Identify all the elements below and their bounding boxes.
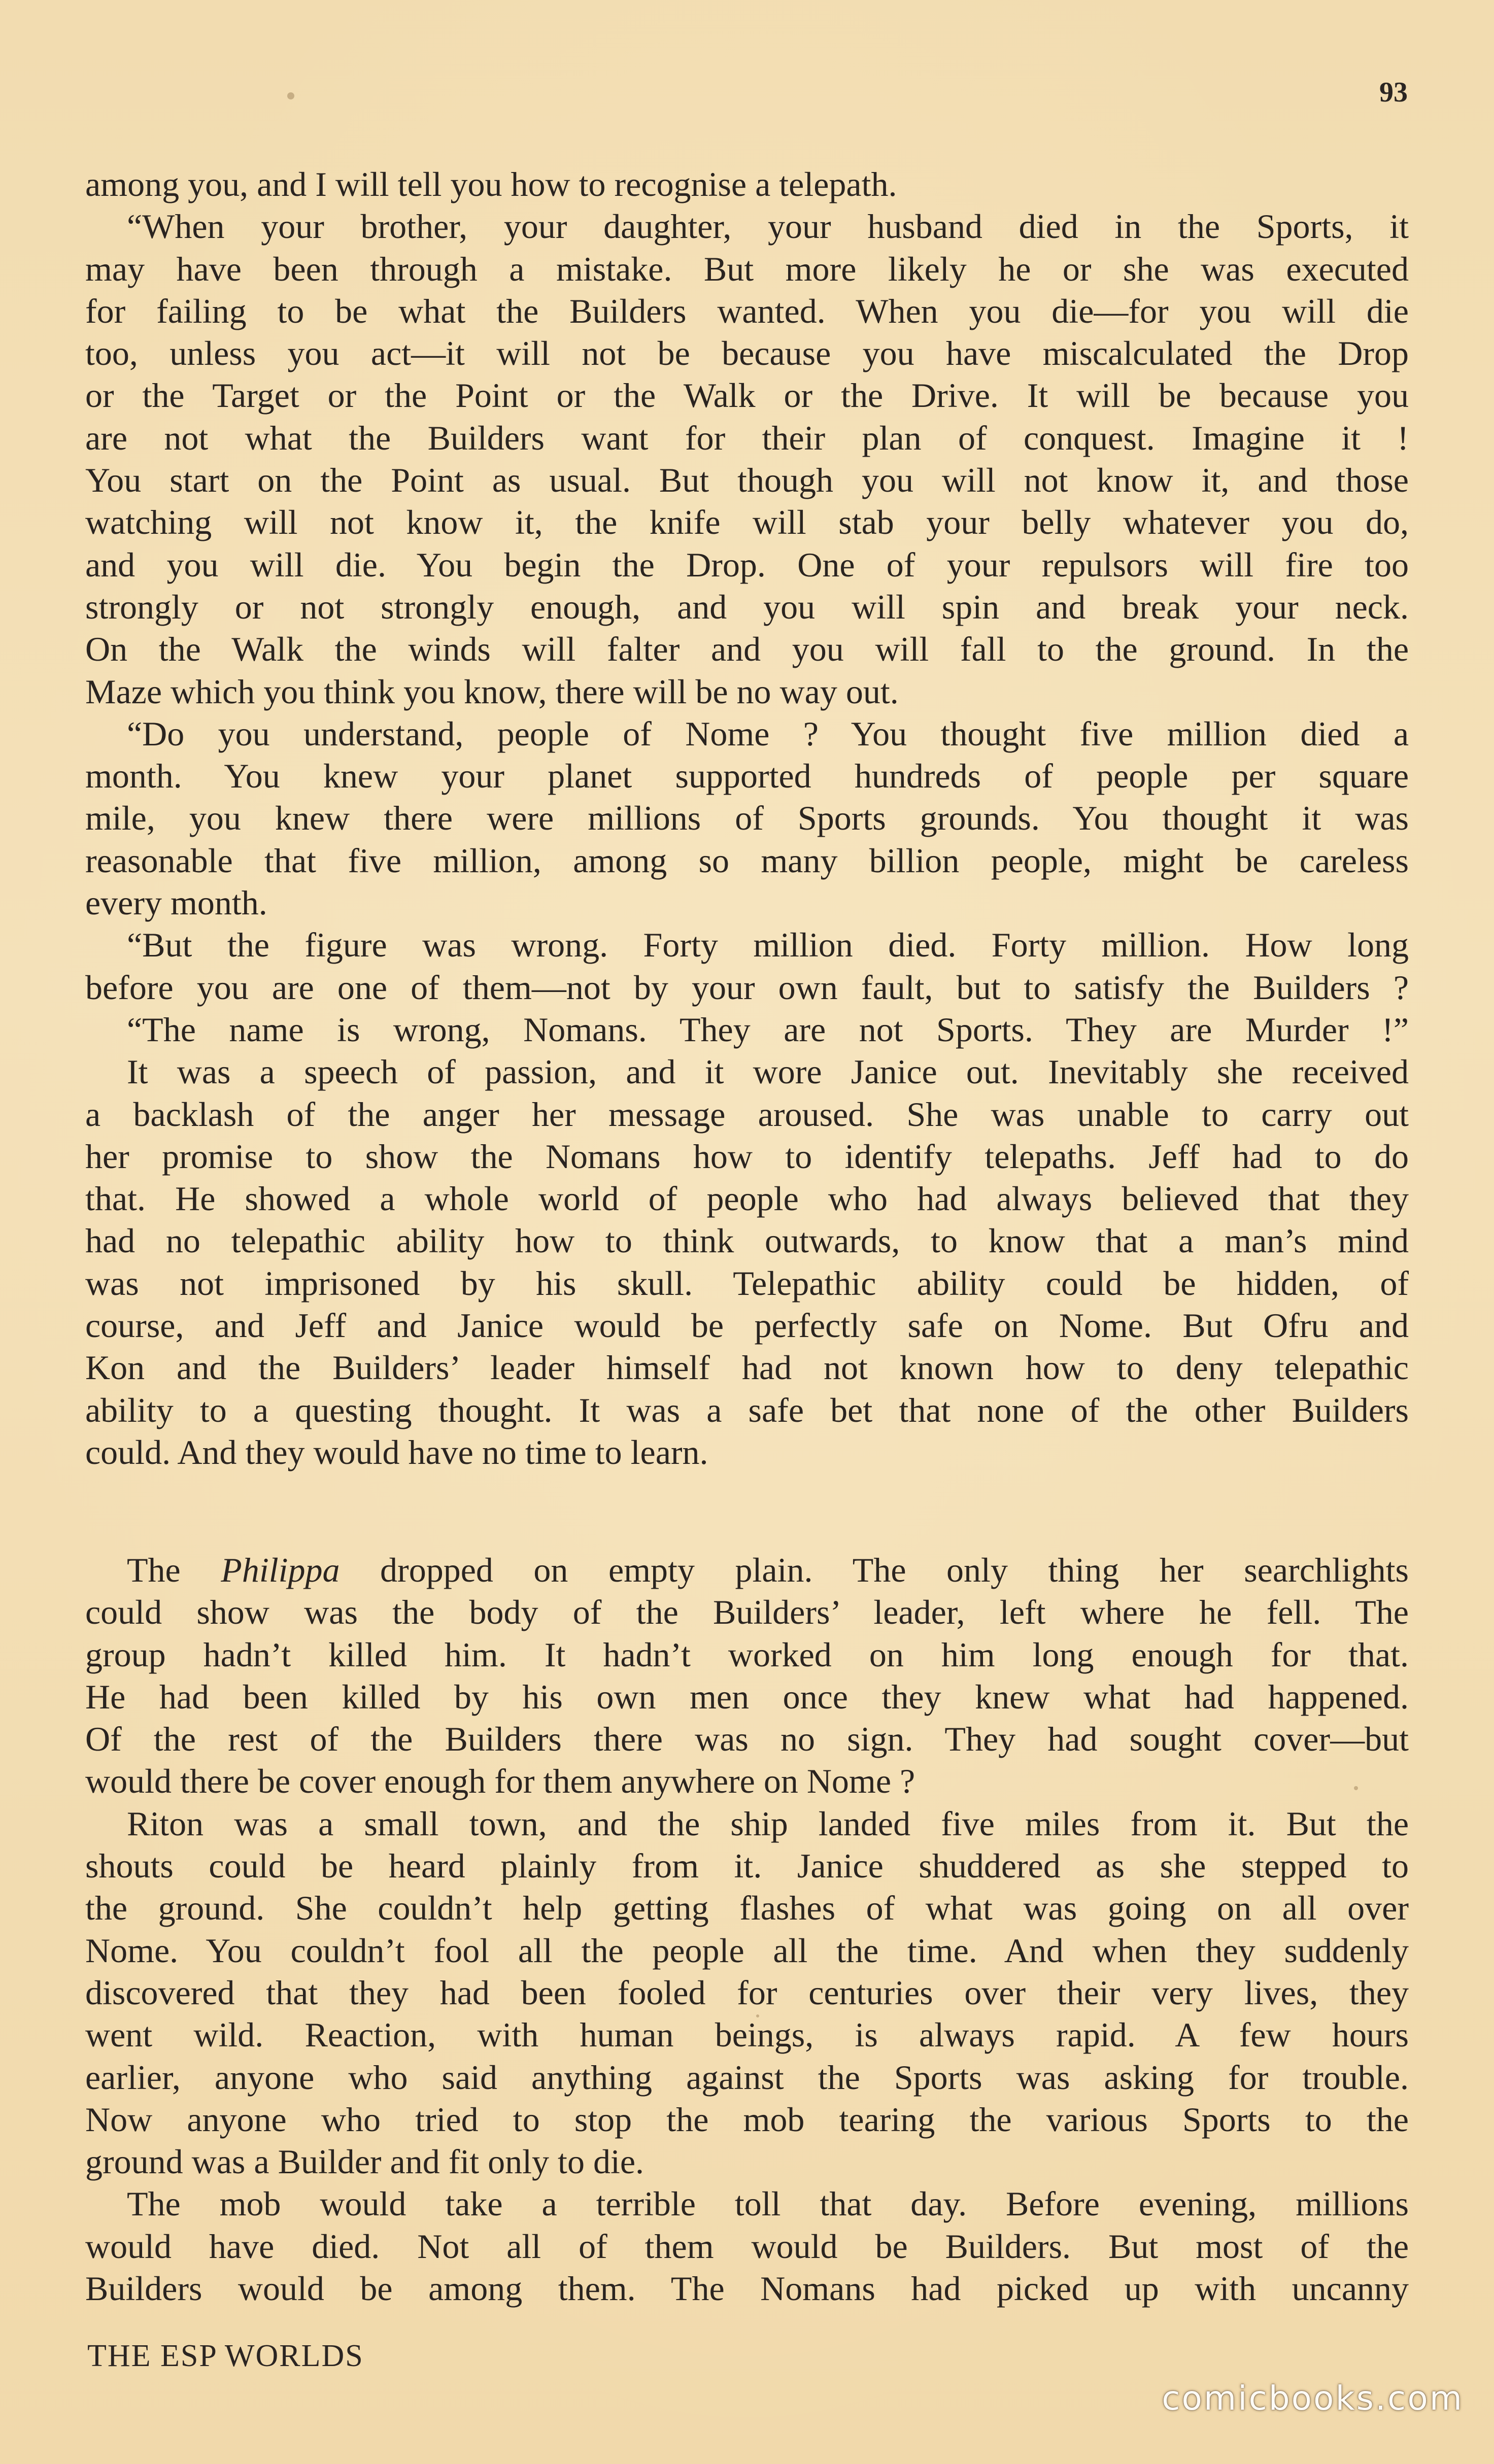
text-line: her promise to show the Nomans how to identify telepaths. Jeff had to do	[85, 1137, 1409, 1176]
text-line: Builders would be among them. The Nomans had picked up with uncanny	[85, 2269, 1409, 2308]
text-line: may have been through a mistake. But more likely he or she was executed	[85, 249, 1409, 288]
text-line: had no telepathic ability how to think outwards, to know that a man’s mind	[85, 1221, 1409, 1260]
text-line: and you will die. You begin the Drop. One of your repulsors will fire too	[85, 545, 1409, 584]
text-line: The mob would take a terrible toll that day. Before evening, millions	[127, 2184, 1409, 2223]
text-line: Kon and the Builders’ leader himself had not known how to deny telepathic	[85, 1348, 1409, 1387]
ship-name: Philippa	[221, 1551, 340, 1589]
text-line: that. He showed a whole world of people who had always believed that they	[85, 1179, 1409, 1218]
body-text-section-1	[85, 163, 1409, 1474]
text-line: watching will not know it, the knife will stab your belly whatever you do,	[85, 503, 1409, 542]
text-line: “The name is wrong, Nomans. They are not Sports. They are Murder !”	[127, 1010, 1409, 1049]
page-number: 93	[1379, 77, 1408, 108]
text-line: are not what the Builders want for their plan of conquest. Imagine it !	[85, 418, 1409, 457]
text-line: ability to a questing thought. It was a safe bet that none of the other Builders	[85, 1390, 1409, 1429]
text-line: strongly or not strongly enough, and you will spin and break your neck.	[85, 587, 1409, 626]
text-line: You start on the Point as usual. But though you will not know it, and those	[85, 461, 1409, 500]
text-line: could show was the body of the Builders’ leader, left where he fell. The	[85, 1593, 1409, 1632]
text-line: a backlash of the anger her message aroused. She was unable to carry out	[85, 1094, 1409, 1134]
text-line: mile, you knew there were millions of Sports grounds. You thought it was	[85, 799, 1409, 838]
text-line: could. And they would have no time to learn.	[85, 1432, 708, 1471]
text-line: earlier, anyone who said anything against the Sports was asking for trouble.	[85, 2058, 1409, 2097]
text-line: every month.	[85, 883, 267, 922]
text-line: the ground. She couldn’t help getting flashes of what was going on all over	[85, 1889, 1409, 1928]
text-line: “Do you understand, people of Nome ? You thought five million died a	[127, 714, 1409, 753]
text-line: “But the figure was wrong. Forty million died. Forty million. How long	[127, 926, 1409, 965]
text-line: reasonable that five million, among so many billion people, might be careless	[85, 841, 1409, 880]
text-line: Of the rest of the Builders there was no sign. They had sought cover—but	[85, 1720, 1409, 1759]
text-line: would there be cover enough for them anywhere on Nome ?	[85, 1762, 915, 1801]
body-text-section-2	[85, 1549, 1409, 2310]
text-line: Now anyone who tried to stop the mob tearing the various Sports to the	[85, 2100, 1409, 2139]
text-line: ground was a Builder and fit only to die.	[85, 2142, 644, 2181]
text-line: It was a speech of passion, and it wore Janice out. Inevitably she received	[127, 1052, 1409, 1091]
text-line: month. You knew your planet supported hundreds of people per square	[85, 757, 1409, 796]
text-line: before you are one of them—not by your own fault, but to satisfy the Builders ?	[85, 968, 1409, 1007]
text-line: discovered that they had been fooled for centuries over their very lives, they	[85, 1973, 1409, 2012]
text-line: or the Target or the Point or the Walk or the Drive. It will be because you	[85, 376, 1409, 415]
text-line: On the Walk the winds will falter and you will fall to the ground. In the	[85, 630, 1409, 669]
running-footer: THE ESP WORLDS	[87, 2339, 364, 2373]
text-line: was not imprisoned by his skull. Telepathic ability could be hidden, of	[85, 1263, 1409, 1303]
text-line: among you, and I will tell you how to recognise a telepath.	[85, 165, 897, 203]
text-line: Nome. You couldn’t fool all the people all the time. And when they suddenly	[85, 1931, 1409, 1970]
text-line: He had been killed by his own men once they knew what had happened.	[85, 1677, 1409, 1716]
text-line: Maze which you think you know, there will be no way out.	[85, 672, 899, 711]
watermark: comicbooks.com	[1162, 2379, 1464, 2418]
text-line: went wild. Reaction, with human beings, is always rapid. A few hours	[85, 2015, 1409, 2055]
text-line: would have died. Not all of them would be Builders. But most of the	[85, 2227, 1409, 2266]
paper-speck	[287, 92, 294, 99]
text-line: Riton was a small town, and the ship landed five miles from it. But the	[127, 1804, 1409, 1843]
text-line: too, unless you act—it will not be because you have miscalculated the Drop	[85, 334, 1409, 373]
text-line: group hadn’t killed him. It hadn’t worked on him long enough for that.	[85, 1635, 1409, 1674]
text-line: for failing to be what the Builders wanted. When you die—for you will die	[85, 291, 1409, 330]
text-line: course, and Jeff and Janice would be perfectly safe on Nome. But Ofru and	[85, 1306, 1409, 1345]
text-line: The Philippa dropped on empty plain. The only thing her searchlights	[127, 1551, 1409, 1589]
text-line: “When your brother, your daughter, your husband died in the Sports, it	[127, 207, 1409, 246]
text-line: shouts could be heard plainly from it. Janice shuddered as she stepped to	[85, 1846, 1409, 1886]
